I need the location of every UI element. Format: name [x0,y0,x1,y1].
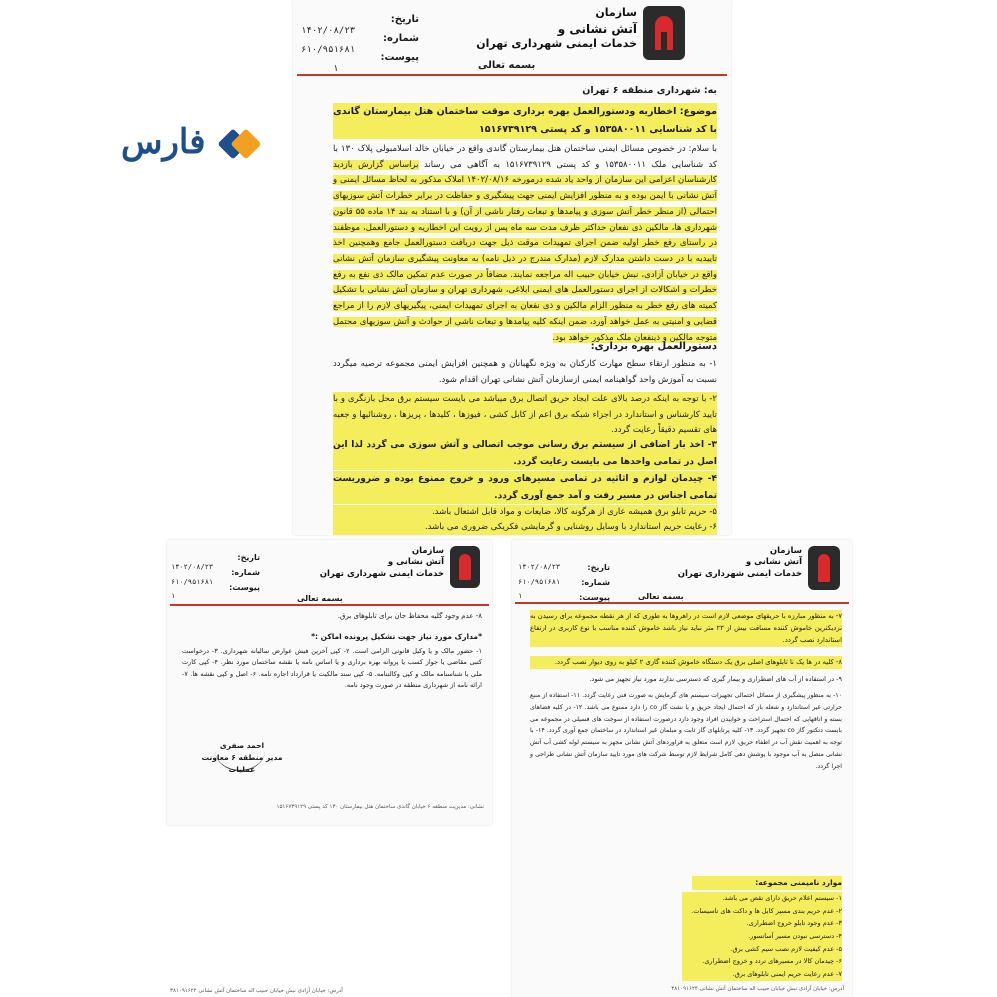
org-line-2: آتش نشانی و [387,557,444,568]
deficiency-item: ۷- عدم رعایت حریم ایمنی تابلوهای برق. [682,968,842,981]
fars-diamond-icon [219,124,259,164]
org-line-1: سازمان [769,546,802,556]
signer-name: احمد صفری [219,741,265,750]
org-line-3: خدمات ایمنی شهرداری تهران [319,568,444,579]
attachment-value: ۱ [333,64,339,74]
documents-title: *مدارک مورد نیاز جهت تشکیل پرونده اماکن :* [311,632,482,641]
deficiency-item: ۴- دسترسی نبودن مسیر آسانسور. [682,930,842,943]
org-name [678,546,802,580]
signer-title: مدیر منطقه ۶ معاونت عملیات [201,753,283,774]
letter-left [167,540,492,825]
org-line-3: خدمات ایمنی شهرداری تهران [476,37,637,51]
header-divider [297,74,727,76]
number-label: شماره: [231,568,260,578]
deficiencies-list [682,892,842,981]
number-value: ۶۱۰/۹۵۱۶۸۱ [301,44,356,55]
number-label: شماره: [581,578,610,588]
basmala: بسمه تعالی [478,60,536,71]
basmala: بسمه تعالی [297,594,343,603]
warning-text: براساس گزارش بازدید کارشناسان اعزامی این سازمان از واحد یاد شده درمورخه ۱۴۰۲/۰۸/۱۶ املاک مذکور به لحاظ مسائل ایمنی و آتش نشانی با ایمن بوده و به منظور افزایش ایمنی جهت پیشگیری و حفاظت در برابر خطرات آتش سوزیهای احتمالی (از منظر خطر آتش سوزی و پیامدها و تبعات رفتار ناشی از آن) و با استناد به بند ۱۴ ماده ۵۵ قانون شهرداری ها، مالکین ذی نفعان حداکثر ظرف مدت سه ماه پس از رویت این اخطاریه و دستورالعمل، موظفند در راستای رفع خطر اولیه ضمن اجرای تمهیدات موقت ذیل جهت دریافت دستورالعمل جامع وهمچنین اخذ تاییدیه با در دست داشتن مدارک لازم (مدارک مندرج در ذیل نامه) به معاونت پیشگیری سازمان آتش نشانی واقع در خیابان آزادی، نبش خیابان حبیب اله مراجعه نمایند. مضافاً در صورت عدم تمکین مالک ذی نفع به رفع خطرات و اشکالات از اجرای دستورالعمل های ایمنی ابلاغی، شهرداری تهران و سازمان آتش نشانی با تشکیل کمیته های رفع خطر به منظور الزام مالکین و ذی نفعان به اجرای تمهیدات ایمنی، پیگیریهای لازم را از مراجع قضایی و امنیتی به عمل خواهد آورد، ضمن اینکه کلیه پیامدها و تبعات ناشی از حوادث و آتش سوزیهای محتمل متوجه مالکین و ذینفعان ملک مذکور خواهد بود. [333,159,717,343]
instruction-4: ۴- چیدمان لوازم و اثاثیه در تمامی مسیرهای ورود و خروج ممنوع بوده و ضروریست تمامی اجناس در مسیر رفت و آمد جمع آوری گردد. [333,471,717,504]
date-value: ۱۴۰۲/۰۸/۲۳ [518,563,561,571]
attachment-label: پیوست: [380,52,419,63]
fire-department-logo [808,546,840,590]
instruction-9: ۹- در استفاده از آب های اضطراری و بیمار گیری که دسترسی ندارند مورد نیاز تجهیز می شود. [589,675,842,683]
letter-right [512,540,852,997]
org-line-2: آتش نشانی و [557,21,637,36]
attachment-label: پیوست: [579,593,610,603]
deficiency-item: ۳- عدم وجود تابلو خروج اضطراری. [682,917,842,930]
fars-logo-text: فارس [121,122,206,162]
deficiency-item: ۵- عدم کیفیت لازم نصب سیم کشی برق. [682,943,842,956]
number-value: ۶۱۰/۹۵۱۶۸۱ [171,577,214,586]
header-divider [515,602,849,604]
letter-meta-labels [380,10,419,67]
instruction-2: ۲- با توجه به اینکه درصد بالای علت ایجاد حریق اتصال برق میباشد می بایست سیستم برق محل بازنگری و با تایید کارشناس و استاندارد در اجزاء شبکه برق اعم از کابل کشی ، فیوزها ، کلیدها ، پریزها ، روشنائیها و جعبه های تقسیم دقیقاً رعایت گردد. [333,392,717,439]
fars-news-logo [121,122,261,167]
instruction-5: ۵- حریم تابلو برق همیشه عاری از هرگونه کالا، ضایعات و مواد قابل اشتعال باشد. [333,505,717,521]
number-label: شماره: [383,33,419,44]
deficiency-item: ۶- چیدمان کالا در مسیرهای تردد و خروج اضطراری. [682,955,842,968]
deficiency-item: ۲- عدم حریم بندی مسیر کابل ها و داکت های تاسیسات. [682,905,842,918]
deficiency-item: ۱- سیستم اعلام حریق دارای نقص می باشد. [682,892,842,905]
fire-department-logo [450,546,480,588]
date-value: ۱۴۰۲/۰۸/۲۳ [171,563,214,571]
date-label: تاریخ: [587,563,610,572]
attachment-value: ۱ [518,592,523,601]
attachment-label: پیوست: [229,583,260,593]
instruction-8: ۸- کلیه در ها یک نا تابلوهای اصلی برق یک دستگاه خاموش کننده گازی ۲ کیلو به روی دیوار نصب گردد. [530,656,842,669]
org-line-1: سازمان [595,6,637,19]
section-title: دستورالعمل بهره برداری: [590,341,717,352]
deficiencies-title: موارد نامیمنی مجموعه: [692,876,842,890]
letter-meta-values [171,560,213,604]
org-line-1: سازمان [411,546,444,556]
instructions-10-14: ۱۰- به منظور پیشگیری از مسائل احتمالی تجهیزات سیستم های گرمایش به صورت فنی رعایت گردد. ۱۱- استفاده از منبع حرارتی غیر استاندارد و شعله باز که احتمال ایجاد حریق و یا نشت گاز co را دارد ممنوع می باشد. ۱۲- در کلیه فضاهای بسته و اتاقهایی که احتمال استراحت و خوابیدن افراد وجود دارد درصورت استفاده از سوخت های فسیلی در مجموعه می بایست دتکتور گاز co تجهیز گردد. ۱۳- کلیه پرتابلهای گاز ثابت و مبلمان غیر استاندارد در ساختمان جمع آوری گردد. ۱۴- با توجه به اهمیت نقش آب در اطفاء حریق، لازم است متعلق به فراوردهای آتش نشانی مجهز به سیستم لوله کشی آب آتش نشانی متصل به آب موجود با پوشش دهی کامل شرایط لازم توسط شرکت های مورد تایید سازمان آتش نشانی طراحی و اجرا گردد. [530,692,842,770]
org-name [476,6,637,52]
letter-meta-labels [229,550,260,596]
org-line-2: آتش نشانی و [745,557,802,568]
intro-text: با سلام: در خصوص مسائل ایمنی ساختمان هتل بیمارستان گاندی واقع در خیابان خالد اسلامبولی پلاک ۱۳۰ با کد شناسایی ملک ۱۵۳۵۸۰۰۱۱ و کد پستی ۱۵۱۶۷۳۹۱۲۹ به آگاهی می رساند [333,144,718,170]
instruction-3: ۳- اخذ بار اضافی از سیستم برق رسانی موجب اتصالی و آتش سوزی می گردد لذا این اصل در تمامی واحدها می بایست رعایت گردد. [333,437,717,470]
letter-footer: نشانی: مدیریت منطقه ۶ خیابان گاندی ساختمان هتل بیمارستان ۱۳۰ کد پستی ۱۵۱۶۷۳۹۱۲۹ [276,804,484,810]
date-label: تاریخ: [390,14,419,25]
org-name [320,546,444,580]
header-divider [170,604,489,606]
date-value: ۱۴۰۲/۰۸/۲۳ [301,26,356,36]
letter-footer: آدرس: خیابان آزادی نبش خیابان حبیب اله ساختمان آتش نشانی ۳۸۱۰۹۱۶۲۴ [671,986,844,992]
letter-meta-values [518,560,560,604]
subject: موضوع: اخطاریه ودستورالعمل بهره برداری موقت ساختمان هتل بیمارستان گاندی با کد شناسایی ۱۵۳۵۸۰۰۱۱ و کد پستی ۱۵۱۶۷۳۹۱۲۹ [333,103,717,139]
basmala: بسمه تعالی [638,592,684,601]
instruction-7: ۷- به منظور مبارزه با حریقهای موضعی لازم است در راهروها به طوری که از هر نقطه مجموعه برای رسیدن به نزدیکترین خاموش کننده مسافت بیش از ۲۳ متر نباید نیاز باشد خاموش کننده مناسب با نوع کاربری در ارتفاع استاندارد نصب گردد. [530,610,842,647]
documents-list: ۱- حضور مالک و یا وکیل قانونی الزامی است. ۲- کپی آخرین فیش عوارض سالیانه شهرداری. ۳- درخواست کتبی مقاضی یا جواز کسب یا پروانه بهره برداری و یا اساس نامه یا نقشه ساختمان مورد نظر. ۴- کپی کارت ملی یا شناسنامه مالک و کپی وکالتنامه. ۵- کپی سند مالکیت یا قرارداد اجاره نامه. ۶- اصل و کپی نقشه ها. ۷- ارائه نامه از شهرداری منطقه در صورت وجود نامه. [182,647,482,690]
letter-meta-values [301,22,355,60]
fire-department-logo [643,6,685,60]
instruction-6: ۶- رعایت حریم استاندارد با وسایل روشنایی و گرمایشی فکریکی ضروری می باشد. [333,520,717,535]
letter-main [293,0,731,535]
date-label: تاریخ: [237,553,260,562]
org-line-3: خدمات ایمنی شهرداری تهران [677,568,802,579]
attachment-value: ۱ [171,592,176,601]
signature-block [187,740,297,776]
instruction-1: ۱- به منظور ارتقاء سطح مهارت کارکنان به ویژه نگهبانان و همچنین افزایش ایمنی مجموعه ترصیه میگردد نسبت به آموزش واحد گواهینامه ایمنی ازسازمان آتش نشانی تهران اقدام شود. [333,359,717,385]
paragraph-intro [333,142,717,346]
number-value: ۶۱۰/۹۵۱۶۸۱ [518,577,561,586]
instruction-8: ۸- عدم وجود گلیه محفاظ جان برای تابلوهای برق. [337,612,482,620]
left-page-bottom-footer: آدرس: خیابان آزادی نبش خیابان حبیب اله ساختمان آتش نشانی ۳۸۱۰۹۱۶۲۴ [170,988,343,994]
letter-meta-labels [579,560,610,606]
recipient: به: شهرداری منطقه ۶ تهران [582,85,717,96]
